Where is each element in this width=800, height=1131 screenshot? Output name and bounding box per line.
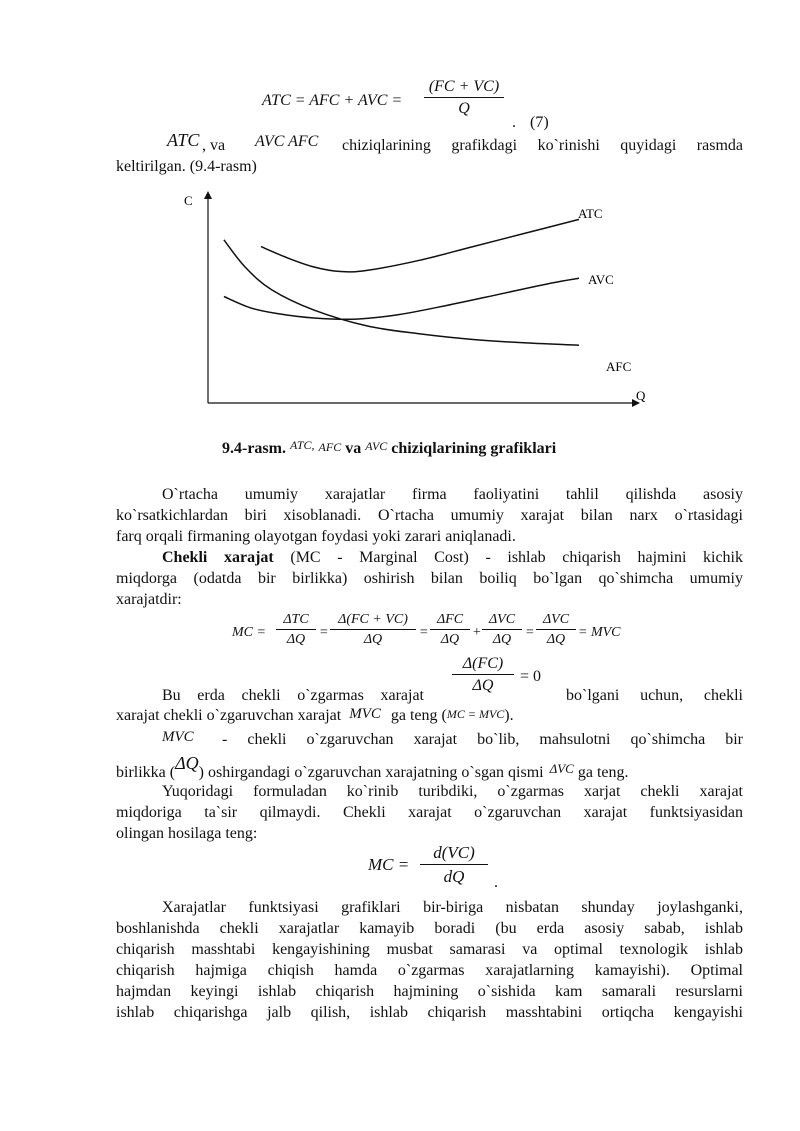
mc-frac-1-num: ΔTC xyxy=(276,612,316,630)
p3-line-2c: ). xyxy=(504,707,514,724)
p5-line-1: Yuqoridagi formuladan ko`rinib turibdiki, o`zgarmas xarjat chekli xarajat xyxy=(162,783,743,800)
figure-caption xyxy=(222,440,556,458)
p6-line-5: hajmdan keyingi ishlab chiqarish hajmining o`sishida kam samarali resurslarni xyxy=(116,983,743,1000)
dfc-rhs: = 0 xyxy=(520,668,542,685)
p1-line-1: O`rtacha umumiy xarajatlar firma faoliyatini tahlil qilishda asosiy xyxy=(162,486,743,503)
p3-mc-eq: MC = MVC xyxy=(446,707,505,721)
deriv-num: d(VC) xyxy=(420,843,488,865)
p4-dq: ΔQ xyxy=(175,753,199,773)
p4-mvc: MVC xyxy=(162,729,194,745)
p2-line-2: miqdorga (odatda bir birlikka) oshirish bilan boiliq bo`lgan qo`shimcha umumiy xyxy=(116,570,743,587)
paragraph-2 xyxy=(116,547,743,610)
p3-line-1a: Bu erda chekli o`zgarmas xarajat xyxy=(162,687,424,704)
cost-curves-chart xyxy=(170,185,660,415)
mc-frac-2-den: ΔQ xyxy=(363,632,383,647)
mc-eq-2: = xyxy=(319,625,329,640)
p3-line-2 xyxy=(116,707,514,725)
mc-frac-5 xyxy=(536,612,576,648)
eq7-fraction xyxy=(424,78,504,118)
p4-line-2b: ) oshirgandagi o`zgaruvchan xarajatning o`sgan qismi xyxy=(198,764,544,781)
p3-line-2b: ga teng ( xyxy=(390,707,447,724)
p4-line-2 xyxy=(116,753,629,782)
p6-line-6: ishlab chiqarishga jalb qilish, ishlab chiqarish masshtabini ortiqcha kengayishi xyxy=(116,1004,743,1021)
mc-frac-3 xyxy=(430,612,470,648)
mc-frac-4-den: ΔQ xyxy=(492,632,512,647)
dfc-frac xyxy=(452,655,514,695)
series-layer xyxy=(224,219,579,345)
mc-frac-4 xyxy=(482,612,522,648)
p2-line-1-rest: (MC - Marginal Cost) - ishlab chiqarish hajmini kichik xyxy=(290,549,744,566)
deriv-frac xyxy=(420,843,488,887)
mc-frac-1-den: ΔQ xyxy=(286,632,306,647)
paragraph-5 xyxy=(116,781,743,844)
eq7-numerator: (FC + VC) xyxy=(424,78,504,98)
p2-bold-term: Chekli xarajat xyxy=(162,549,274,566)
dfc-num: Δ(FC) xyxy=(452,655,514,675)
afc-curve xyxy=(224,240,579,345)
atc-curve-label: ATC xyxy=(578,206,603,221)
p6-line-1: Xarajatlar funktsiyasi grafiklari bir-biriga nisbatan shunday joylashganki, xyxy=(162,899,743,916)
avc-curve xyxy=(224,278,579,319)
p3-line-1b: bo`lgani uchun, chekli xyxy=(566,687,743,704)
p3-mvc: MVC xyxy=(349,706,381,722)
intro-avc-afc: AVC AFC xyxy=(255,133,319,150)
eq7-number: (7) xyxy=(530,114,549,131)
mc-frac-2-num: Δ(FC + VC) xyxy=(330,612,416,630)
p6-line-3: chiqarish masshtabi kengayishining musbat samarasi va optimal texnologik ishlab xyxy=(116,941,743,958)
p5-line-2: miqdoriga ta`sir qilmaydi. Chekli xarajat o`zgaruvchan xarajat funktsiyasidan xyxy=(116,804,743,821)
mc-rhs: = MVC xyxy=(578,625,621,640)
x-axis-label: Q xyxy=(636,388,646,403)
mc-frac-3-num: ΔFC xyxy=(430,612,470,630)
p4-line-2a: birlikka ( xyxy=(116,764,176,781)
mc-frac-1 xyxy=(276,612,316,648)
afc-curve-label: AFC xyxy=(606,359,632,374)
p6-line-4: chiqarish hajmiga chiqish hamda o`zgarmas xarajatlarning kamayishi). Optimal xyxy=(116,962,743,979)
intro-rest-line2: keltirilgan. (9.4-rasm) xyxy=(116,158,257,175)
mc-lhs: MC = xyxy=(232,625,266,640)
paragraph-1 xyxy=(116,484,743,547)
p5-line-3: olingan hosilaga teng: xyxy=(116,825,258,842)
mc-eq-3: = xyxy=(419,625,429,640)
p3-line-2a: xarajat chekli o`zgaruvchan xarajat xyxy=(116,707,342,724)
p1-line-2: ko`rsatkichlardan biri xisoblanadi. O`rtacha umumiy xarajat bilan narx o`rtasidagi xyxy=(116,507,743,524)
dfc-den: ΔQ xyxy=(472,677,494,694)
p4-dvc: ΔVC xyxy=(549,761,574,776)
mc-plus: + xyxy=(472,625,482,640)
caption-atc: ATC, xyxy=(289,438,315,452)
p2-line-1 xyxy=(116,547,743,568)
y-axis-label: C xyxy=(184,193,193,208)
eq7-dot: . xyxy=(512,114,516,131)
caption-avc: AVC xyxy=(365,439,388,453)
intro-atc: ATC xyxy=(167,130,200,150)
y-axis-arrow xyxy=(204,191,212,199)
p2-line-3: xarajatdir: xyxy=(116,591,182,608)
paragraph-6 xyxy=(116,897,743,1023)
mc-frac-5-num: ΔVC xyxy=(536,612,576,630)
caption-suffix: chiziqlarining grafiklari xyxy=(391,440,557,457)
p6-line-2: boshlanishda chekli xarajatlar kamayib boradi (bu erda asosiy sabab, ishlab xyxy=(116,920,743,937)
caption-prefix: 9.4-rasm. xyxy=(222,440,286,457)
mc-eq-4: = xyxy=(525,625,535,640)
deriv-dot: . xyxy=(494,874,498,891)
mc-frac-4-num: ΔVC xyxy=(482,612,522,630)
eq7-lhs: ATC = AFC + AVC = xyxy=(262,92,403,109)
atc-curve xyxy=(261,219,579,272)
p4-line-1: - chekli o`zgaruvchan xarajat bo`lib, mahsulotni qo`shimcha bir xyxy=(222,731,743,748)
intro-rest-line1: chiziqlarining grafikdagi ko`rinishi quyidagi rasmda xyxy=(342,137,743,154)
p4-line-2c: ga teng. xyxy=(577,764,629,781)
p1-line-3: farq orqali firmaning olayotgan foydasi yoki zarari aniqlanadi. xyxy=(116,528,516,545)
mc-frac-3-den: ΔQ xyxy=(440,632,460,647)
eq7-denominator: Q xyxy=(458,100,470,117)
caption-afc: AFC xyxy=(318,440,342,454)
deriv-den: dQ xyxy=(443,867,465,886)
avc-curve-label: AVC xyxy=(588,272,614,287)
caption-va: va xyxy=(345,440,362,457)
deriv-lhs: MC = xyxy=(368,855,410,874)
intro-comma-va: , va xyxy=(202,137,226,154)
mc-frac-2 xyxy=(330,612,416,648)
mc-frac-5-den: ΔQ xyxy=(546,632,566,647)
